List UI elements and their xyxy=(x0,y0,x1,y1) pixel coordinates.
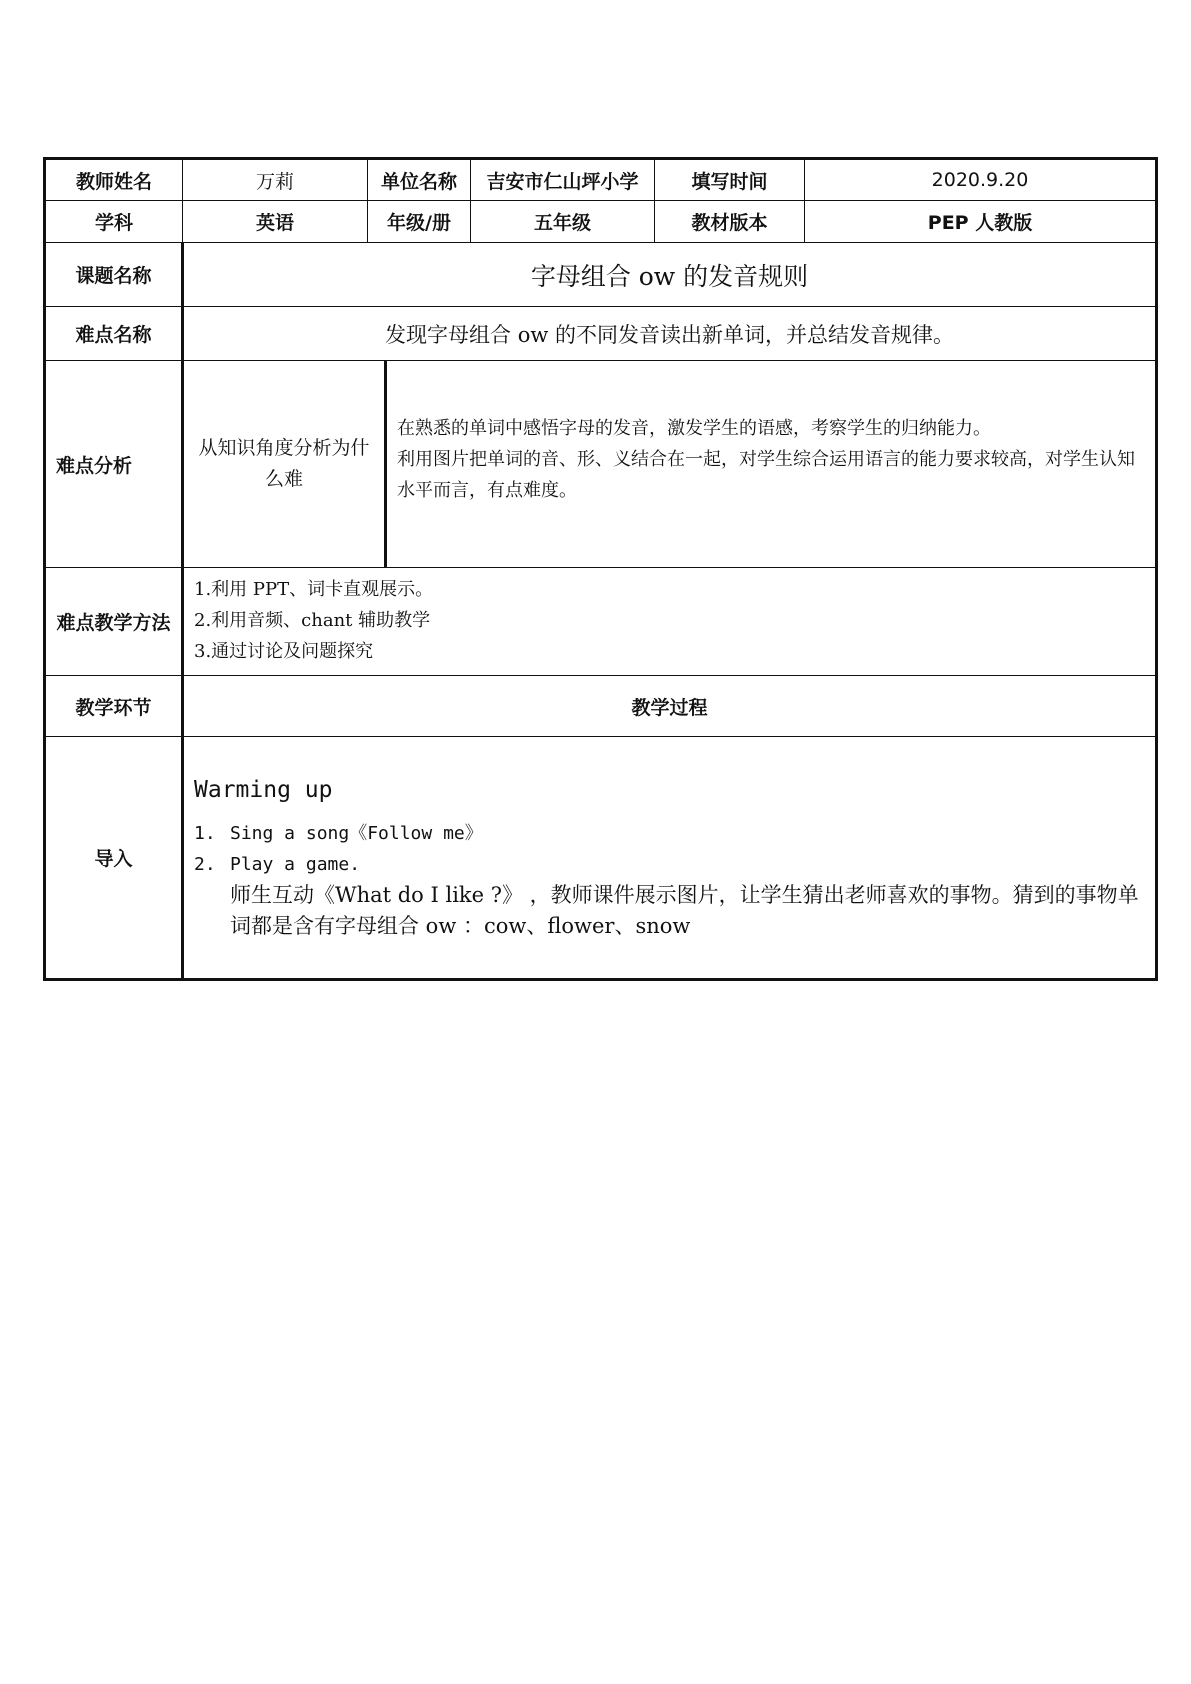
method-item-2: 2.利用音频、chant 辅助教学 xyxy=(194,610,431,631)
topic-value: 字母组合 ow 的发音规则 xyxy=(183,243,1157,307)
teacher-value: 万莉 xyxy=(183,159,368,201)
subject-value: 英语 xyxy=(183,201,368,243)
analysis-cell xyxy=(183,361,1157,568)
grade-label: 年级/册 xyxy=(368,201,471,243)
difficulty-label: 难点名称 xyxy=(45,307,183,361)
edition-value: PEP 人教版 xyxy=(805,201,1157,243)
analysis-text xyxy=(387,361,1155,567)
intro-item-1 xyxy=(194,818,1145,849)
intro-item-2-detail: 师生互动《What do I like ?》 ，教师课件展示图片，让学生猜出老师喜欢的事物。猜到的事物单词都是含有字母组合 ow ：cow、flower、snow xyxy=(230,883,1139,938)
unit-value: 吉安市仁山坪小学 xyxy=(471,159,655,201)
topic-label: 课题名称 xyxy=(45,243,183,307)
method-item-3: 3.通过讨论及问题探究 xyxy=(194,641,374,662)
grade-value: 五年级 xyxy=(471,201,655,243)
lesson-plan-table xyxy=(43,157,1158,981)
intro-item-2 xyxy=(194,849,1145,880)
method-item-1: 1.利用 PPT、词卡直观展示。 xyxy=(194,579,434,600)
date-value: 2020.9.20 xyxy=(805,159,1157,201)
difficulty-value: 发现字母组合 ow 的不同发音读出新单词，并总结发音规律。 xyxy=(183,307,1157,361)
date-label: 填写时间 xyxy=(655,159,805,201)
intro-label: 导入 xyxy=(45,737,183,980)
analysis-sub-label: 从知识角度分析为什么难 xyxy=(184,361,387,567)
method-label: 难点教学方法 xyxy=(45,568,183,676)
warming-up-heading: Warming up xyxy=(194,777,333,803)
analysis-label: 难点分析 xyxy=(45,361,183,568)
lesson-plan-form xyxy=(43,157,1155,981)
analysis-line-1: 在熟悉的单词中感悟字母的发音，激发学生的语感，考察学生的归纳能力。 xyxy=(397,418,991,439)
method-cell xyxy=(183,568,1157,676)
intro-cell xyxy=(183,737,1157,980)
intro-item-2-number: 2. xyxy=(194,854,216,875)
analysis-line-2: 利用图片把单词的音、形、义结合在一起，对学生综合运用语言的能力要求较高，对学生认知水平而言，有点难度。 xyxy=(397,449,1135,501)
intro-item-1-text: Sing a song《Follow me》 xyxy=(230,823,483,844)
process-header-label: 教学环节 xyxy=(45,676,183,737)
subject-label: 学科 xyxy=(45,201,183,243)
edition-label: 教材版本 xyxy=(655,201,805,243)
unit-label: 单位名称 xyxy=(368,159,471,201)
teacher-label: 教师姓名 xyxy=(45,159,183,201)
intro-item-2-text: Play a game. xyxy=(230,854,361,875)
process-header-value: 教学过程 xyxy=(183,676,1157,737)
intro-item-1-number: 1. xyxy=(194,823,216,844)
